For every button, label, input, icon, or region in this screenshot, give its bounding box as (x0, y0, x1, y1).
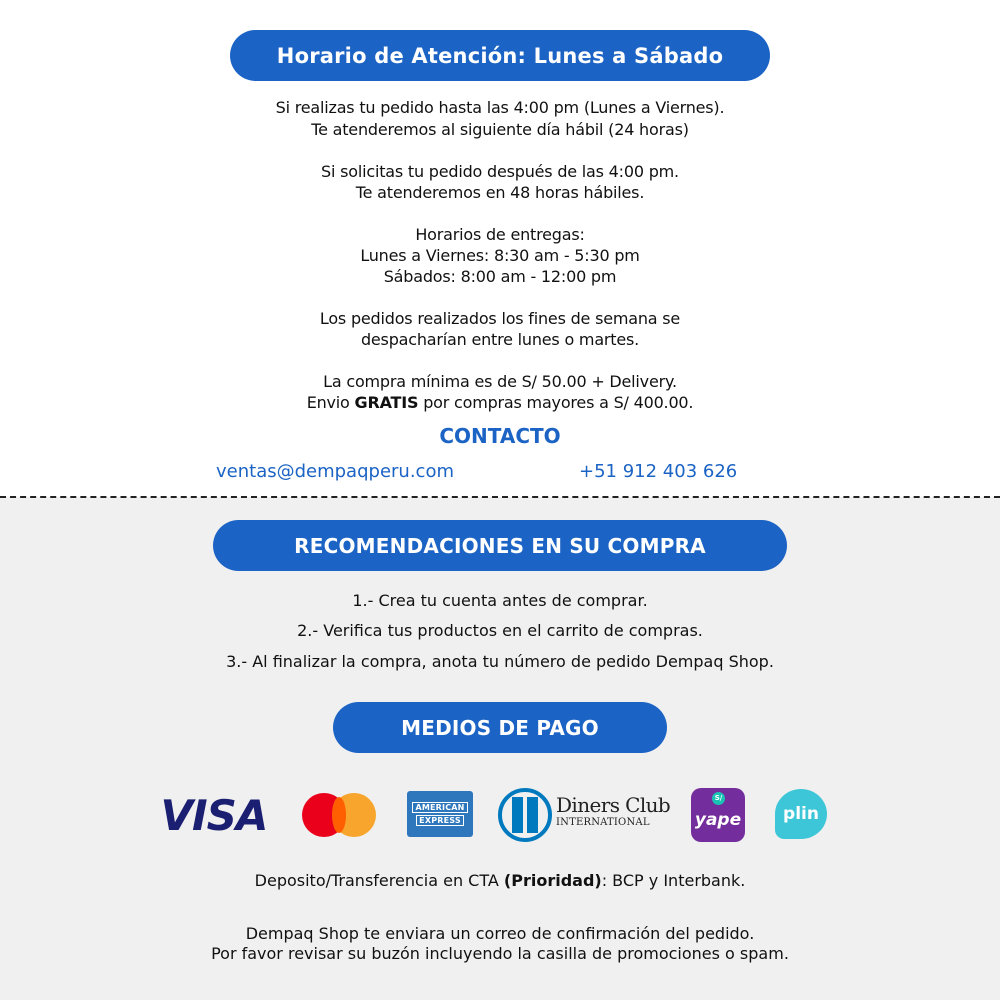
schedule-line: Te atenderemos en 48 horas hábiles. (355, 183, 645, 202)
yape-logo (691, 788, 745, 842)
transfer-line (0, 871, 1000, 890)
recommendation-item: 1.- Crea tu cuenta antes de comprar. (352, 591, 648, 610)
free-shipping-bold: GRATIS (354, 393, 419, 412)
payment-title-banner: MEDIOS DE PAGO (333, 702, 667, 753)
schedule-title-banner: Horario de Atención: Lunes a Sábado (230, 30, 770, 81)
dashed-divider (0, 496, 1000, 498)
plin-logo: plin (775, 789, 827, 839)
schedule-line: Lunes a Viernes: 8:30 am - 5:30 pm (360, 246, 640, 265)
contact-email-link[interactable]: ventas@dempaqperu.com (216, 461, 454, 482)
schedule-line: Te atenderemos al siguiente día hábil (24 horas) (311, 120, 689, 139)
footer-line: Dempaq Shop te enviara un correo de confirmación del pedido. (245, 924, 755, 943)
amex-line2: EXPRESS (416, 815, 464, 826)
yape-coin: S/ (712, 792, 725, 805)
recommendations-title-banner: RECOMENDACIONES EN SU COMPRA (213, 520, 787, 571)
mastercard-logo (302, 785, 376, 845)
visa-logo: VISA (160, 790, 268, 840)
transfer-suffix: : BCP y Interbank. (601, 871, 746, 890)
american-express-logo (407, 791, 473, 837)
schedule-line: Si solicitas tu pedido después de las 4:00 pm. (321, 162, 679, 181)
schedule-line: Sábados: 8:00 am - 12:00 pm (383, 267, 617, 286)
contact-title: CONTACTO (439, 424, 561, 448)
free-shipping-suffix: por compras mayores a S/ 400.00. (418, 393, 694, 412)
contact-phone-link[interactable]: +51 912 403 626 (579, 461, 738, 482)
payment-logos (0, 785, 1000, 845)
recommendation-item: 2.- Verifica tus productos en el carrito de compras. (297, 621, 703, 640)
schedule-line: Horarios de entregas: (415, 225, 585, 244)
transfer-bold: (Prioridad) (503, 871, 602, 890)
schedule-line: La compra mínima es de S/ 50.00 + Delivery. (323, 372, 677, 391)
schedule-line: Los pedidos realizados los fines de semana se (319, 309, 681, 328)
amex-line1: AMERICAN (412, 802, 467, 813)
footer-line: Por favor revisar su buzón incluyendo la casilla de promociones o spam. (211, 944, 789, 963)
yape-label: yape (694, 810, 742, 830)
schedule-line: Si realizas tu pedido hasta las 4:00 pm (Lunes a Viernes). (275, 98, 725, 117)
recommendation-item: 3.- Al finalizar la compra, anota tu número de pedido Dempaq Shop. (226, 652, 774, 671)
diners-line1: Diners Club (556, 793, 671, 817)
diners-club-logo (498, 785, 671, 845)
schedule-line: despacharían entre lunes o martes. (360, 330, 640, 349)
diners-line2: INTERNATIONAL (556, 817, 650, 828)
free-shipping-prefix: Envio (306, 393, 355, 412)
free-shipping-line (0, 393, 1000, 412)
transfer-prefix: Deposito/Transferencia en CTA (254, 871, 504, 890)
